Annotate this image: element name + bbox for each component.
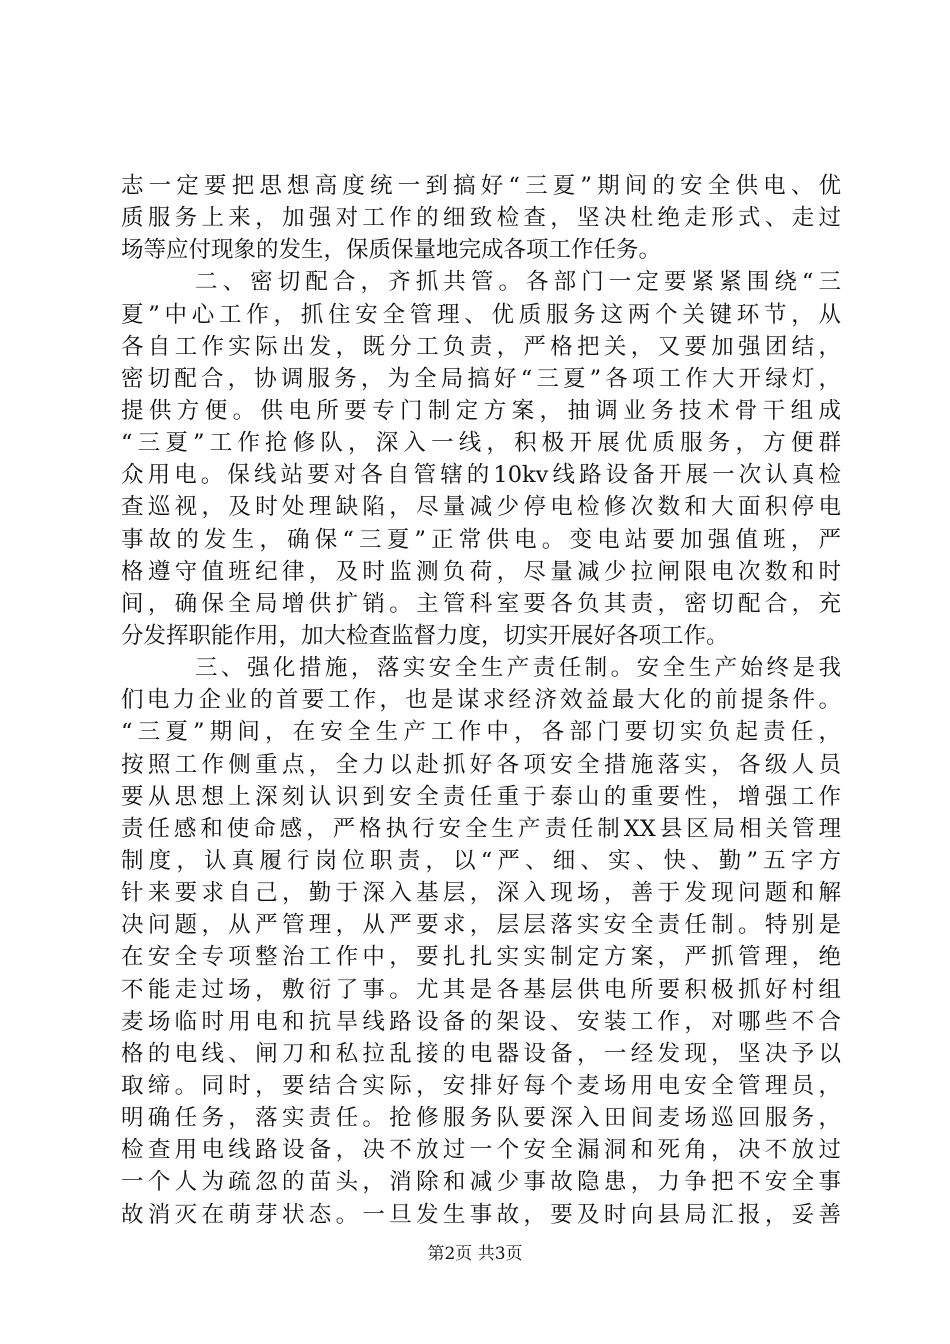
text-line: 三、强化措施，落实安全生产责任制。安全生产始终是我 bbox=[195, 655, 841, 682]
text-line: 一个人为疏忽的苗头，消除和减少事故隐患，力争把不安全事 bbox=[121, 1169, 841, 1196]
text-line: 要从思想上深刻认识到安全责任重于泰山的重要性，增强工作 bbox=[121, 783, 841, 810]
text-line: 故消灭在萌芽状态。一旦发生事故，要及时向县局汇报，妥善 bbox=[121, 1201, 841, 1228]
text-line: “三夏”工作抢修队，深入一线，积极开展优质服务，方便群 bbox=[121, 430, 841, 457]
text-line: 不能走过场，敷衍了事。尤其是各基层供电所要积极抓好村组 bbox=[121, 976, 841, 1003]
text-line: 质服务上来，加强对工作的细致检查，坚决杜绝走形式、走过 bbox=[121, 205, 841, 232]
page-footer: 第2页 共3页 bbox=[427, 1244, 523, 1264]
text-line: 针来要求自己，勤于深入基层，深入现场，善于发现问题和解 bbox=[121, 880, 841, 907]
text-line: 夏”中心工作，抓住安全管理、优质服务这两个关键环节，从 bbox=[121, 301, 841, 328]
text-line: 制度，认真履行岗位职责，以“严、细、实、快、勤”五字方 bbox=[121, 847, 841, 874]
text-line: 二、密切配合，齐抓共管。各部门一定要紧紧围绕“三 bbox=[195, 269, 841, 296]
text-line: 按照工作侧重点，全力以赴抓好各项安全措施落实，各级人员 bbox=[121, 751, 841, 778]
text-line: 密切配合，协调服务，为全局搞好“三夏”各项工作大开绿灯， bbox=[121, 365, 841, 392]
text-line: 众用电。保线站要对各自管辖的10kv线路设备开展一次认真检 bbox=[121, 462, 841, 489]
text-line: 志一定要把思想高度统一到搞好“三夏”期间的安全供电、优 bbox=[121, 173, 841, 199]
text-line: 格遵守值班纪律，及时监测负荷，尽量减少拉闸限电次数和时 bbox=[121, 558, 841, 585]
text-line: 决问题，从严管理，从严要求，层层落实安全责任制。特别是 bbox=[121, 912, 841, 939]
text-line: 场等应付现象的发生，保质保量地完成各项工作任务。 bbox=[121, 237, 662, 264]
text-line: 检查用电线路设备，决不放过一个安全漏洞和死角，决不放过 bbox=[121, 1137, 841, 1164]
text-line: 各自工作实际出发，既分工负责，严格把关，又要加强团结， bbox=[121, 333, 841, 360]
text-line: 责任感和使命感，严格执行安全生产责任制XX县区局相关管理 bbox=[121, 815, 841, 842]
text-line: 明确任务，落实责任。抢修服务队要深入田间麦场巡回服务， bbox=[121, 1105, 841, 1132]
body-text bbox=[121, 170, 841, 1231]
text-line: 提供方便。供电所要专门制定方案，抽调业务技术骨干组成 bbox=[121, 397, 841, 424]
text-line: 分发挥职能作用，加大检查监督力度，切实开展好各项工作。 bbox=[121, 622, 729, 649]
text-line: 取缔。同时，要结合实际，安排好每个麦场用电安全管理员， bbox=[121, 1072, 841, 1099]
text-line: 间，确保全局增供扩销。主管科室要各负其责，密切配合，充 bbox=[121, 590, 841, 617]
text-line: 格的电线、闸刀和私拉乱接的电器设备，一经发现，坚决予以 bbox=[121, 1040, 841, 1067]
text-line: 在安全专项整治工作中，要扎扎实实制定方案，严抓管理，绝 bbox=[121, 944, 841, 971]
text-line: 事故的发生，确保“三夏”正常供电。变电站要加强值班，严 bbox=[121, 526, 841, 553]
text-line: 查巡视，及时处理缺陷，尽量减少停电检修次数和大面积停电 bbox=[121, 494, 841, 521]
text-line: 们电力企业的首要工作，也是谋求经济效益最大化的前提条件。 bbox=[121, 687, 841, 714]
text-line: 麦场临时用电和抗旱线路设备的架设、安装工作，对哪些不合 bbox=[121, 1008, 841, 1035]
text-line: “三夏”期间，在安全生产工作中，各部门要切实负起责任， bbox=[121, 719, 841, 746]
